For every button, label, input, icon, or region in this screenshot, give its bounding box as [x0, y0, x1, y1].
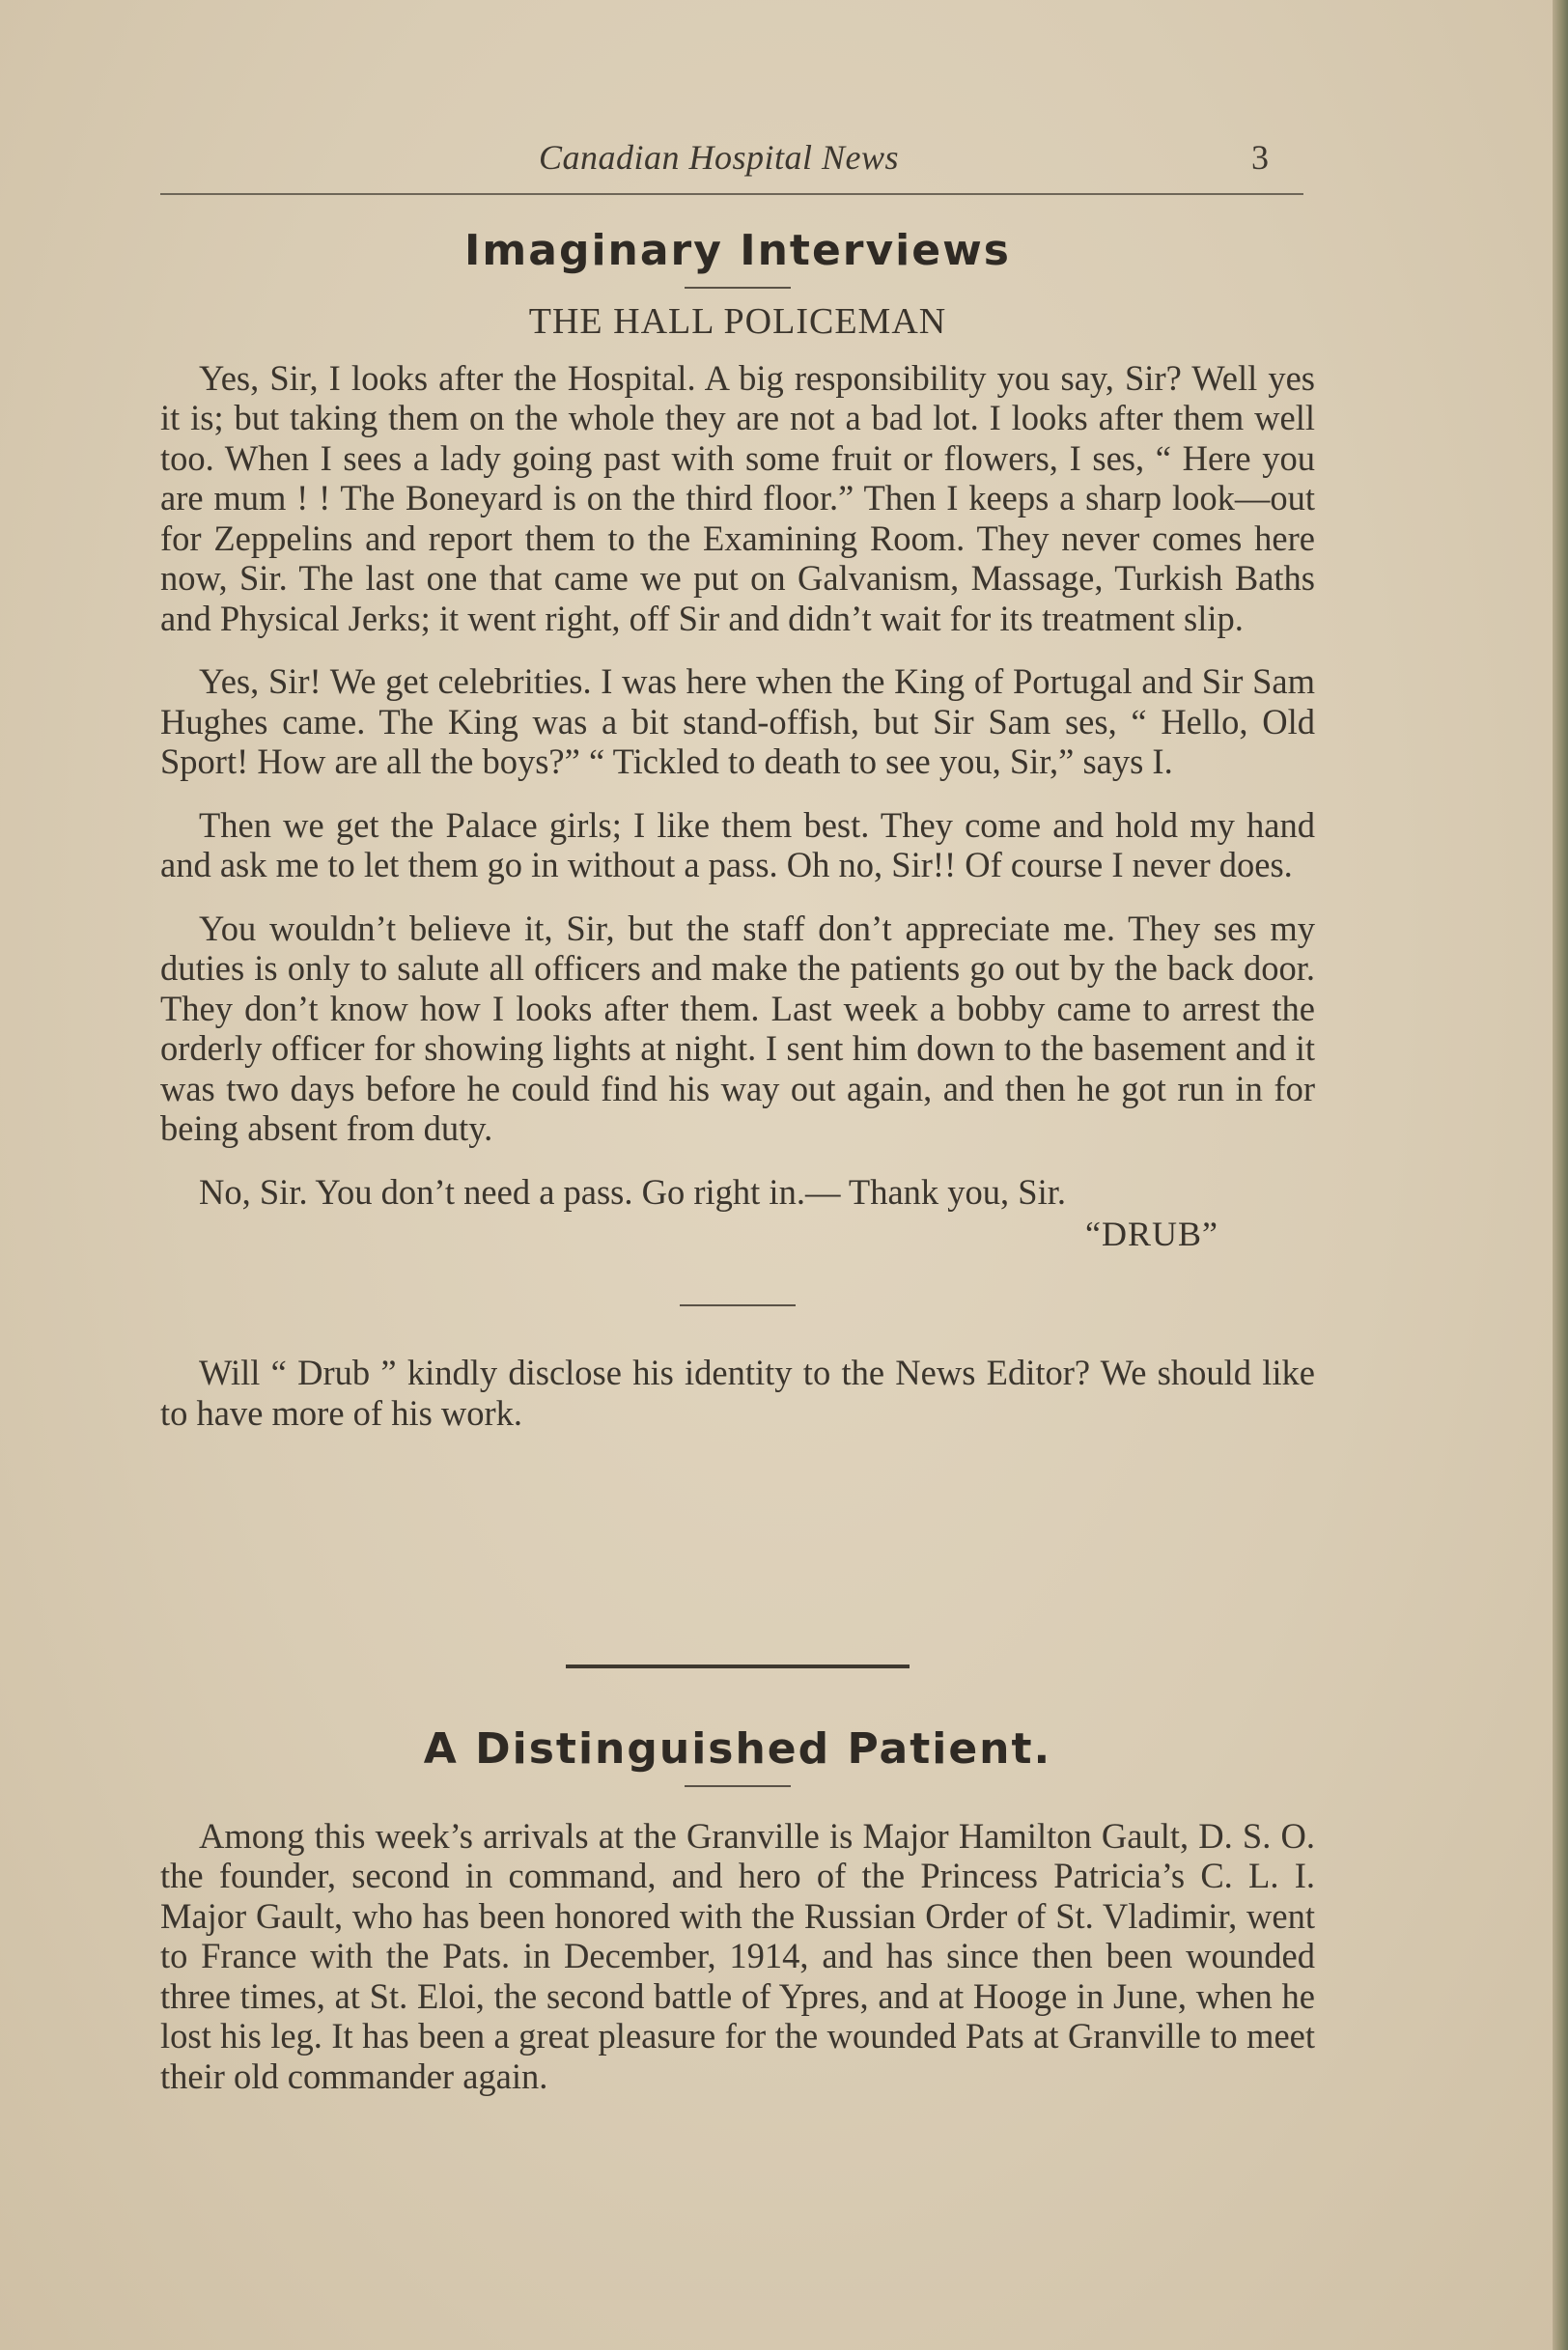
- divider-rule: [680, 1304, 796, 1306]
- page-number: 3: [1251, 138, 1269, 177]
- title-rule: [685, 287, 791, 289]
- article-distinguished-patient: [160, 1665, 1315, 2119]
- author-signature: “DRUB”: [1085, 1215, 1218, 1254]
- article-title: Imaginary Interviews: [464, 226, 1011, 275]
- section-divider: [566, 1665, 910, 1668]
- running-title: Canadian Hospital News: [539, 138, 900, 177]
- header-rule: [160, 193, 1303, 195]
- paragraph: Yes, Sir! We get celebrities. I was here when the King of Portugal and Sir Sam Hughes came. The King was a bit stand-offish, but Sir Sam ses, “ Hello, Old Sport! How are all the boys?” “ Tickled to death to see you, Sir,” says I.: [160, 661, 1315, 782]
- binding-edge: [1553, 0, 1568, 2350]
- paragraph: No, Sir. You don’t need a pass. Go right in.— Thank you, Sir.: [199, 1171, 1066, 1212]
- article-imaginary-interviews: [160, 226, 1315, 1456]
- title-rule: [685, 1785, 791, 1787]
- article-title: A Distinguished Patient.: [423, 1724, 1052, 1774]
- paragraph: You wouldn’t believe it, Sir, but the staff don’t appreciate me. They ses my duties is only to salute all officers and make the patients go out by the back door. They don’t know how I looks after them. Last week a bobby came to arrest the orderly officer for showing lights at night. I sent him down to the basement and it was two days before he could find his way out again, and then he got run in for being absent from duty.: [160, 908, 1315, 1149]
- paragraph: Among this week’s arrivals at the Granville is Major Hamilton Gault, D. S. O. the founder, second in command, and hero of the Princess Patricia’s C. L. I. Major Gault, who has been honored with the Russian Order of St. Vladimir, went to France with the Pats. in December, 1914, and has since then been wounded three times, at St. Eloi, the second battle of Ypres, and at Hooge in June, when he lost his leg. It has been a great pleasure for the wounded Pats at Granville to meet their old commander again.: [160, 1815, 1315, 2096]
- paragraph: Yes, Sir, I looks after the Hospital. A big responsibility you say, Sir? Well yes it is; but taking them on the whole they are not a bad lot. I looks after them well too. When I sees a lady going past with some fruit or flowers, I ses, “ Here you are mum ! ! The Boneyard is on the third floor.” Then I keeps a sharp look—out for Zeppelins and report them to the Examining Room. They never comes here now, Sir. The last one that came we put on Galvanism, Massage, Turkish Baths and Physical Jerks; it went right, off Sir and didn’t wait for its treatment slip.: [160, 357, 1315, 638]
- running-head: [162, 133, 1302, 191]
- article-subtitle: THE HALL POLICEMAN: [528, 300, 947, 342]
- editor-note: Will “ Drub ” kindly disclose his identity to the News Editor? We should like to have more of his work.: [160, 1353, 1315, 1433]
- paragraph: Then we get the Palace girls; I like them best. They come and hold my hand and ask me to let them go in without a pass. Oh no, Sir!! Of course I never does.: [160, 804, 1315, 885]
